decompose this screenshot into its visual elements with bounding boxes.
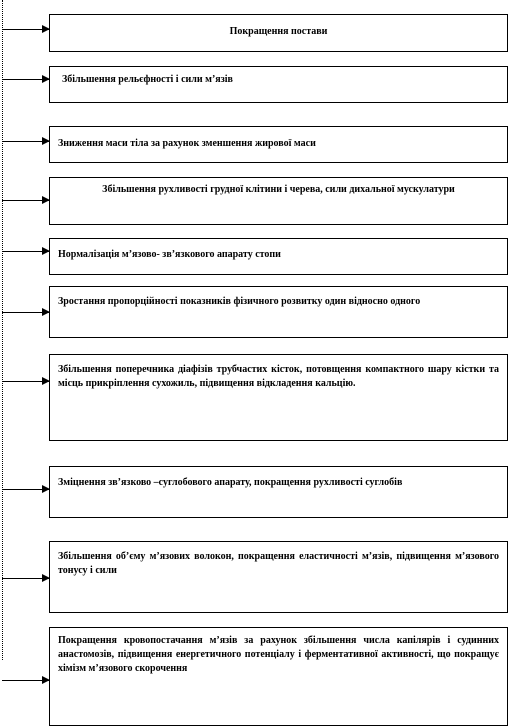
connector-arrow [2, 680, 49, 681]
effect-text: Зниження маси тіла за рахунок зменшення жирової маси [58, 138, 316, 149]
effect-text: Збільшення рельєфності і сили м’язів [62, 74, 233, 85]
connector-arrow [2, 489, 49, 490]
effect-box [49, 466, 508, 518]
effect-text: Покращення кровопостачання м’язів за рахунок збільшення числа капілярів і судинних анастомозів, підвищення енергетичного потенціалу і ферментативної активності, що покращує хімізм м’язового скорочення [58, 635, 499, 674]
connector-arrow [2, 141, 49, 142]
effect-text: Збільшення поперечника діафізів трубчастих кісток, потовщення компактного шару кістки та місць прикріплення сухожиль, підвищення відкладення кальцію. [58, 364, 499, 389]
effect-text: Нормалізація м’язово- зв’язкового апарату стопи [58, 249, 281, 260]
effect-text: Збільшення об’єму м’язових волокон, покращення еластичності м’язів, підвищення м’язового тонусу і сили [58, 551, 499, 576]
effect-box [49, 354, 508, 441]
connector-arrow [2, 29, 49, 30]
effect-box [49, 66, 508, 103]
effect-box [49, 177, 508, 225]
connector-arrow [2, 251, 49, 252]
connector-arrow [2, 79, 49, 80]
connector-vertical-line [2, 0, 3, 660]
connector-arrow [2, 200, 49, 201]
effect-box [49, 14, 508, 52]
effect-box [49, 286, 508, 338]
effect-text: Зміцнення зв’язково –суглобового апарату, покращення рухливості суглобів [58, 477, 403, 488]
effect-box [49, 541, 508, 613]
connector-arrow [2, 578, 49, 579]
effect-box [49, 238, 508, 275]
effect-text: Збільшення рухливості грудної клітини і черева, сили дихальної мускулатури [102, 184, 455, 195]
effect-text: Покращення постави [229, 26, 328, 37]
connector-arrow [2, 381, 49, 382]
effect-box [49, 627, 508, 726]
connector-arrow [2, 312, 49, 313]
effect-text: Зростання пропорційності показників фізичного розвитку один відносно одного [58, 296, 421, 307]
effect-box [49, 126, 508, 163]
